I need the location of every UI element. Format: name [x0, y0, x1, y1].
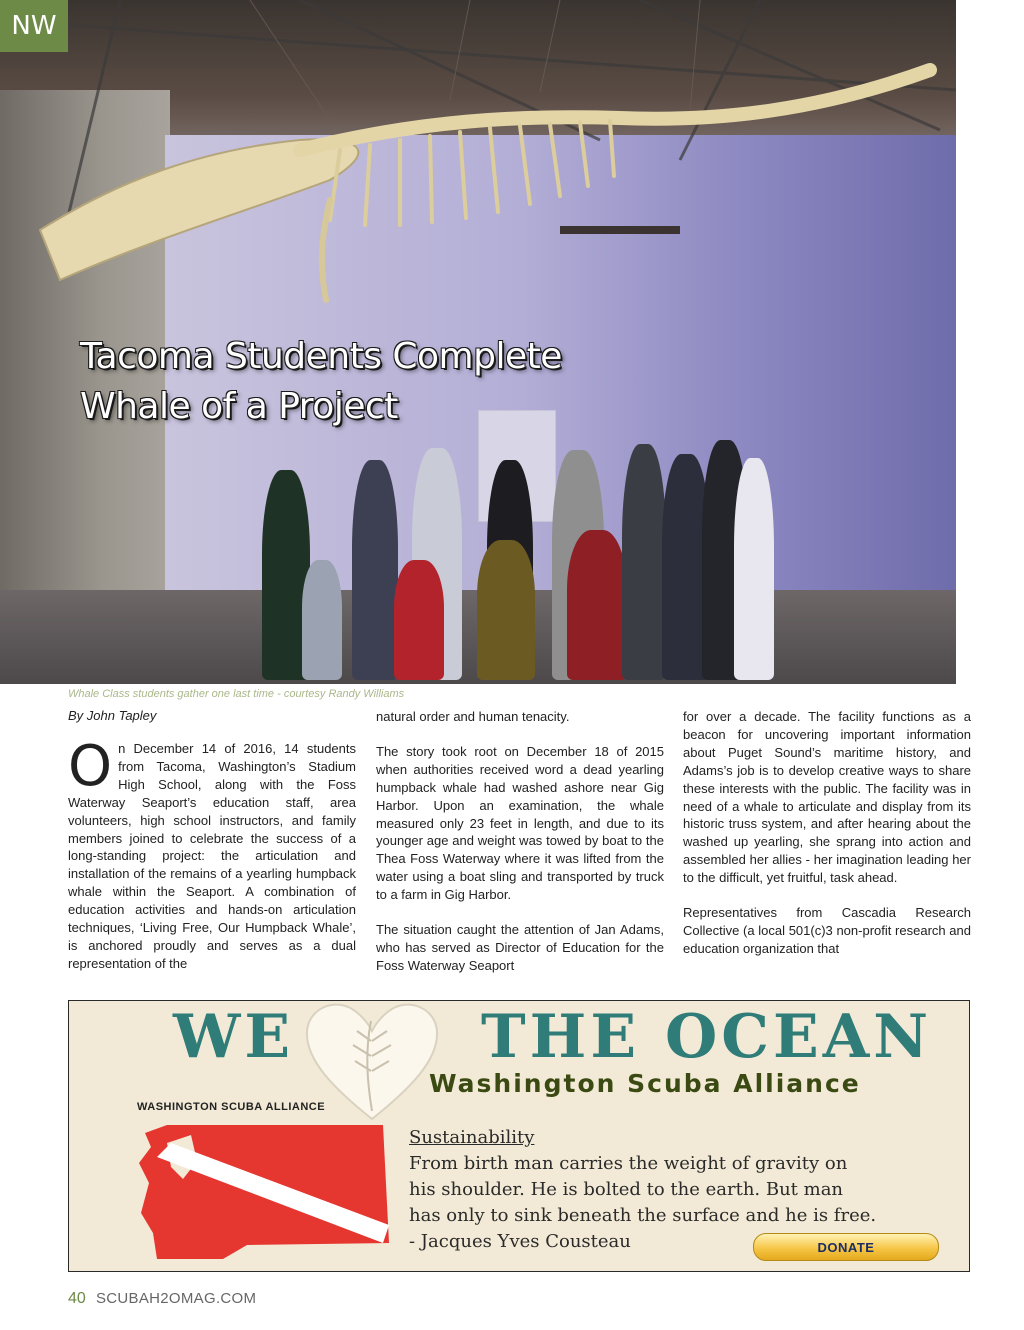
site-url[interactable]: SCUBAH2OMAG.COM	[95, 1290, 257, 1307]
column-1-text: n December 14 of 2016, 14 students from Tacoma, Washington’s Stadium High School, along with the Foss Waterway Seaport’s education staff, area volunteers, high school instructors, and family members joined to celebrate the success of a long-standing project: the articulation and installation of the remains of a yearling humpback whale within the Seaport. A combination of education activities and hands-on articulation techniques, ‘Living Free, Our Humpback Whale’, is anchored proudly and serves as a dual representation of the	[68, 741, 356, 971]
column-2-paragraph-2: The story took root on December 18 of 2015 when authorities received word a dead yearling humpback whale had washed ashore near Gig Harbor. Upon an examination, the whale measured only 23 feet in length, and due to its younger age and weight was towed by boat to the Thea Foss Waterway where it was lifted from the water using a boat sling and transported by truck to a farm in Gig Harbor.	[376, 743, 664, 903]
byline: By John Tapley	[68, 708, 157, 723]
column-3-paragraph-1: for over a decade. The facility functions as a beacon for uncovering important information about Puget Sound’s maritime history, and Adams’s job is to develop creative ways to share these interests with the public. The facility was in need of a whale to articulate and display from its historic truss system, and after hearing about the washed up yearling, she sprang into action and assembled her allies - her imagination leading her to the difficult, yet fruitful, task ahead.	[683, 709, 971, 886]
quote-title: Sustainability	[409, 1127, 535, 1148]
quote-line-2: his shoulder. He is bolted to the earth. But man	[409, 1179, 844, 1200]
drop-cap: O	[68, 734, 113, 799]
column-3-paragraph-2: Representatives from Cascadia Research Collective (a local 501(c)3 non-profit research and education organization that	[683, 905, 971, 956]
advertisement[interactable]	[68, 1000, 970, 1272]
quote-line-3: has only to sink beneath the surface and he is free.	[409, 1205, 877, 1226]
column-2-paragraph-1: natural order and human tenacity.	[376, 709, 570, 724]
article-column-2	[376, 708, 664, 992]
quote-author: - Jacques Yves Cousteau	[409, 1231, 631, 1252]
column-2-paragraph-3: The situation caught the attention of Jan Adams, who has served as Director of Education for the Foss Waterway Seaport	[376, 922, 664, 973]
title-line-1: Tacoma Students Complete	[80, 336, 562, 377]
ad-word-ocean: THE OCEAN	[481, 1002, 933, 1072]
washington-dive-flag-map	[127, 1113, 397, 1269]
article-column-3	[683, 708, 971, 975]
ad-word-we: WE	[173, 1002, 295, 1072]
quote-line-1: From birth man carries the weight of gravity on	[409, 1153, 848, 1174]
article-column-1	[68, 734, 356, 990]
page-footer	[68, 1290, 256, 1308]
title-line-2: Whale of a Project	[80, 386, 398, 427]
map-label: WASHINGTON SCUBA ALLIANCE	[137, 1101, 326, 1113]
whale-skeleton	[0, 0, 956, 320]
hero-photo	[0, 0, 956, 684]
donate-button[interactable]: DONATE	[753, 1233, 939, 1261]
article-title	[80, 332, 720, 432]
page-number: 40	[68, 1290, 86, 1307]
students-group	[262, 450, 782, 680]
ad-alliance-name: Washington Scuba Alliance	[429, 1069, 861, 1098]
section-badge: NW	[0, 0, 68, 52]
photo-caption: Whale Class students gather one last time - courtesy Randy Williams	[68, 688, 405, 700]
